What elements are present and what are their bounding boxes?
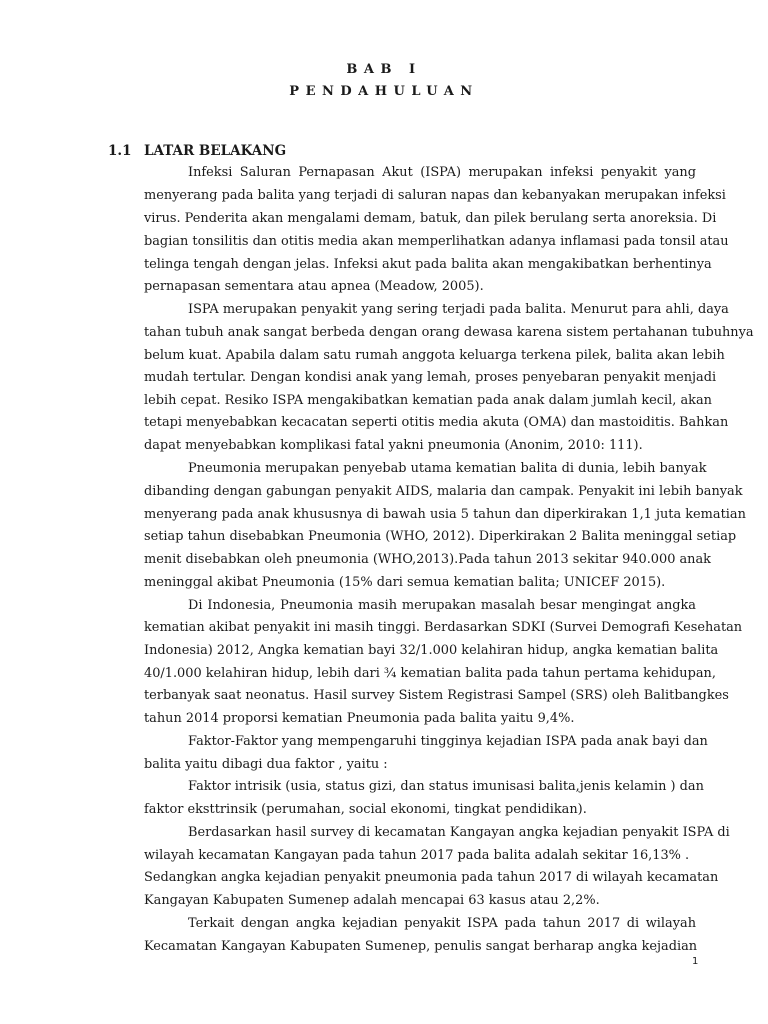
body-line: tetapi menyebabkan kecacatan seperti otitis media akuta (OMA) dan mastoiditis. Bahkan bbox=[144, 415, 729, 430]
body-line: wilayah kecamatan Kangayan pada tahun 2017 pada balita adalah sekitar 16,13% . bbox=[144, 848, 690, 863]
body-line: lebih cepat. Resiko ISPA mengakibatkan kematian pada anak dalam jumlah kecil, akan bbox=[144, 393, 712, 408]
chapter-label: BAB I bbox=[346, 62, 422, 77]
body-line: terbanyak saat neonatus. Hasil survey Sistem Registrasi Sampel (SRS) oleh Balitbangkes bbox=[144, 688, 729, 703]
body-line: virus. Penderita akan mengalami demam, batuk, dan pilek berulang serta anoreksia. Di bbox=[144, 211, 717, 226]
body-line: belum kuat. Apabila dalam satu rumah anggota keluarga terkena pilek, balita akan lebih bbox=[144, 348, 725, 363]
body-line: Terkait dengan angka kejadian penyakit ISPA pada tahun 2017 di wilayah bbox=[188, 916, 696, 931]
body-line: Kecamatan Kangayan Kabupaten Sumenep, penulis sangat berharap angka kejadian bbox=[144, 939, 698, 954]
body-line: menyerang pada anak khususnya di bawah usia 5 tahun dan diperkirakan 1,1 juta kematian bbox=[144, 507, 746, 522]
body-line: kematian akibat penyakit ini masih tinggi. Berdasarkan SDKI (Survei Demografi Kesehatan bbox=[144, 620, 743, 635]
body-line: tahun 2014 proporsi kematian Pneumonia pada balita yaitu 9,4%. bbox=[144, 711, 575, 726]
body-line: dapat menyebabkan komplikasi fatal yakni pneumonia (Anonim, 2010: 111). bbox=[144, 438, 643, 453]
body-line: meninggal akibat Pneumonia (15% dari semua kematian balita; UNICEF 2015). bbox=[144, 575, 666, 590]
section-title: LATAR BELAKANG bbox=[144, 143, 287, 159]
body-line: Sedangkan angka kejadian penyakit pneumonia pada tahun 2017 di wilayah kecamatan bbox=[144, 870, 719, 885]
body-line: Kangayan Kabupaten Sumenep adalah mencapai 63 kasus atau 2,2%. bbox=[144, 893, 600, 908]
body-line: balita yaitu dibagi dua faktor , yaitu : bbox=[144, 757, 388, 772]
chapter-title: PENDAHULUAN bbox=[289, 84, 479, 99]
body-line: Faktor-Faktor yang mempengaruhi tingginya kejadian ISPA pada anak bayi dan bbox=[188, 734, 708, 749]
body-line: pernapasan sementara atau apnea (Meadow, 2005). bbox=[144, 279, 484, 294]
body-line: Berdasarkan hasil survey di kecamatan Kangayan angka kejadian penyakit ISPA di bbox=[188, 825, 730, 840]
body-line: Infeksi Saluran Pernapasan Akut (ISPA) merupakan infeksi penyakit yang bbox=[188, 165, 696, 180]
body-line: dibanding dengan gabungan penyakit AIDS, malaria dan campak. Penyakit ini lebih banyak bbox=[144, 484, 743, 499]
body-line: menit disebabkan oleh pneumonia (WHO,2013).Pada tahun 2013 sekitar 940.000 anak bbox=[144, 552, 711, 567]
body-line: 40/1.000 kelahiran hidup, lebih dari ¾ kematian balita pada tahun pertama kehidupan, bbox=[144, 666, 716, 681]
body-line: Indonesia) 2012, Angka kematian bayi 32/1.000 kelahiran hidup, angka kematian balita bbox=[144, 643, 719, 658]
body-line: tahan tubuh anak sangat berbeda dengan orang dewasa karena sistem pertahanan tubuhnya bbox=[144, 325, 754, 340]
body-line: telinga tengah dengan jelas. Infeksi akut pada balita akan mengakibatkan berhentinya bbox=[144, 257, 712, 272]
page-number: 1 bbox=[692, 956, 699, 967]
body-line: ISPA merupakan penyakit yang sering terjadi pada balita. Menurut para ahli, daya bbox=[188, 302, 729, 317]
body-line: menyerang pada balita yang terjadi di saluran napas dan kebanyakan merupakan infeksi bbox=[144, 188, 726, 203]
body-line: mudah tertular. Dengan kondisi anak yang lemah, proses penyebaran penyakit menjadi bbox=[144, 370, 717, 385]
body-line: Di Indonesia, Pneumonia masih merupakan masalah besar mengingat angka bbox=[188, 598, 696, 613]
body-line: bagian tonsilitis dan otitis media akan memperlihatkan adanya inflamasi pada tonsil atau bbox=[144, 234, 729, 249]
body-line: Pneumonia merupakan penyebab utama kematian balita di dunia, lebih banyak bbox=[188, 461, 707, 476]
body-line: setiap tahun disebabkan Pneumonia (WHO, 2012). Diperkirakan 2 Balita meninggal setiap bbox=[144, 529, 737, 544]
body-line: faktor eksttrinsik (perumahan, social ekonomi, tingkat pendidikan). bbox=[144, 802, 587, 817]
section-number: 1.1 bbox=[108, 143, 132, 159]
body-line: Faktor intrisik (usia, status gizi, dan status imunisasi balita,jenis kelamin ) dan bbox=[188, 779, 704, 794]
